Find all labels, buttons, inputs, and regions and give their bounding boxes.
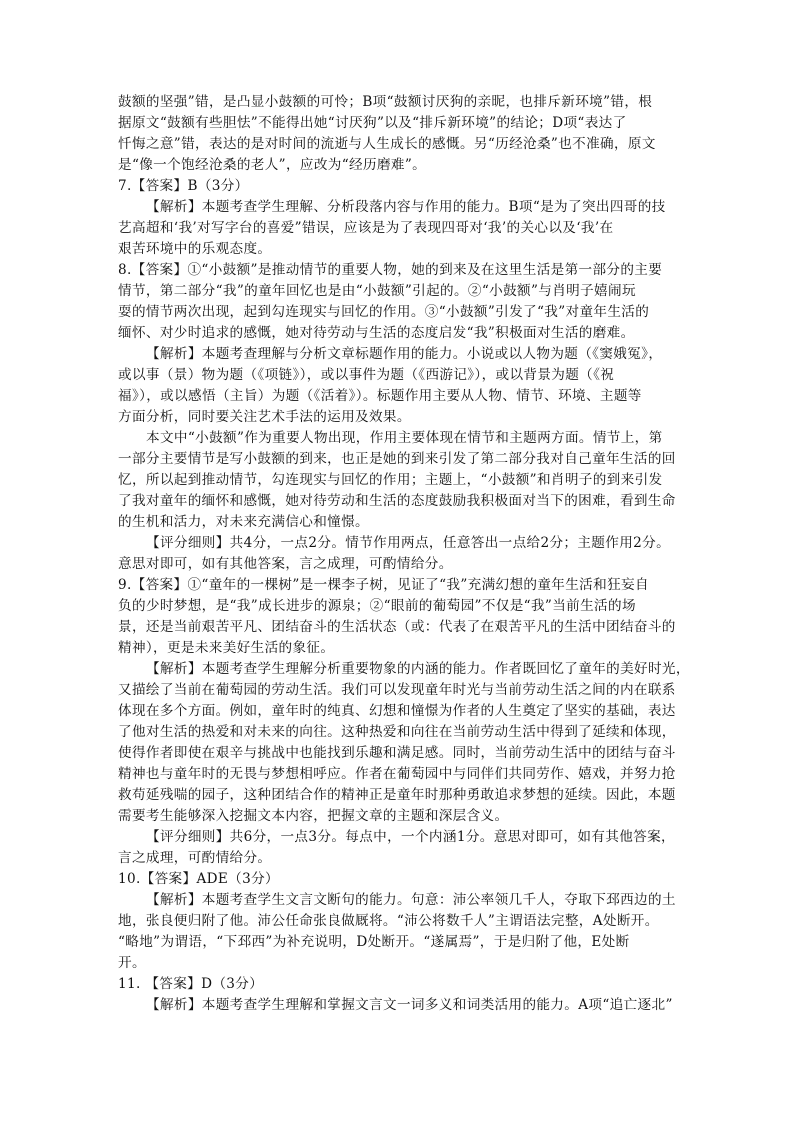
text-line: 情节，第二部分“我”的童年回忆也是由“小鼓额”引起的。②“小鼓额”与肖明子嬉闹玩 [118,283,636,299]
text-line: 鼓额的坚强”错，是凸显小鼓额的可怜；B项“鼓额讨厌狗的亲昵，也排斥新环境”错，根 [118,94,653,110]
answer-paragraph [118,575,678,659]
text-line: 据原文“鼓额有些胆怯”不能得出她“讨厌狗”以及“排斥新环境”的结论；D项“表达了 [118,115,627,131]
text-line: 了他对生活的热爱和对未来的向往。这种热爱和向往在当前劳动生活中得到了延续和体现， [118,724,676,740]
text-line: 【解析】本题考查理解与分析文章标题作用的能力。小说或以人物为题（《窦娥冤》， [146,346,663,362]
text-line: 负的少时梦想，是“我”成长进步的源泉；②“眼前的葡萄园”不仅是“我”当前生活的场 [118,598,636,614]
text-line: “略地”为谓语，“下邳西”为补充说明，D处断开。“遂属焉”，于是归附了他，E处断 [118,934,630,950]
text-line: 需要考生能够深入挖掘文本内容，把握文章的主题和深层含义。 [118,808,509,824]
text-line: 【解析】本题考查学生理解分析重要物象的内涵的能力。作者既回忆了童年的美好时光， [146,661,690,677]
text-line: 8.【答案】①“小鼓额”是推动情节的重要人物，她的到来及在这里生活是第一部分的主要 [118,262,663,278]
text-line: 景，还是当前艰苦平凡、团结奋斗的生活状态（或：代表了在艰苦平凡的生活中团结奋斗的 [118,619,676,635]
text-line: 忆，所以起到推动情节，勾连现实与回忆的作用；主题上，“小鼓额”和肖明子的到来引发 [118,472,663,488]
text-line: 开。 [118,955,146,971]
text-line: 本文中“小鼓额”作为重要人物出现，作用主要体现在情节和主题两方面。情节上，第 [146,430,663,446]
text-line: 了我对童年的缅怀和感慨，她对待劳动和生活的态度鼓励我积极面对当下的困难，看到生命 [118,493,676,509]
text-line: 耍的情节两次出现，起到勾连现实与回忆的作用。③“小鼓额”引发了“我”对童年生活的 [118,304,650,320]
text-line: 【评分细则】共6分，一点3分。每点中，一个内涵1分。意思对即可，如有其他答案， [146,829,675,845]
answer-paragraph [118,974,678,995]
text-line: 又描绘了当前在葡萄园的劳动生活。我们可以发现童年时光与当前劳动生活之间的内在联系 [118,682,676,698]
text-line: 的生机和活力，对未来充满信心和憧憬。 [118,514,369,530]
answer-paragraph [118,428,678,533]
text-line: 9.【答案】①“童年的一棵树”是一棵李子树，见证了“我”充满幻想的童年生活和狂妄自 [118,577,649,593]
answer-paragraph [118,827,678,869]
text-line: 精神），更是未来美好生活的象征。 [118,640,335,656]
text-line: 或以事（景）物为题（《项链》），或以事件为题（《西游记》），或以背景为题（《祝 [118,367,615,383]
text-line: 是“像一个饱经沧桑的老人”，应改为“经历磨难”。 [118,157,427,173]
text-line: 一部分主要情节是写小鼓额的到来，也正是她的到来引发了第二部分我对自己童年生活的回 [118,451,676,467]
text-line: 救苟延残喘的园子，这种团结合作的精神正是童年时那种勇敢追求梦想的延续。因此，本题 [118,787,676,803]
answer-paragraph [118,995,678,1016]
text-line: 忏悔之意”错，表达的是对时间的流逝与人生成长的感慨。另“历经沧桑”也不准确，原文 [118,136,656,152]
answer-paragraph [118,92,678,176]
answer-paragraph [118,260,678,344]
text-line: 缅怀、对少时追求的感慨，她对待劳动与生活的态度启发“我”积极面对生活的磨难。 [118,325,635,341]
answer-paragraph [118,890,678,974]
answer-paragraph [118,176,678,197]
text-line: 7.【答案】B（3分） [118,178,249,194]
text-line: 艰苦环境中的乐观态度。 [118,241,272,257]
answer-paragraph [118,533,678,575]
answer-paragraph [118,344,678,428]
text-line: 地，张良便归附了他。沛公任命张良做厩将。“沛公将数千人”主谓语法完整，A处断开。 [118,913,659,929]
document-page [118,92,690,1016]
text-line: 使得作者即使在艰辛与挑战中也能找到乐趣和满足感。同时，当前劳动生活中的团结与奋斗 [118,745,676,761]
text-line: 言之成理，可酌情给分。 [118,850,272,866]
answer-paragraph [118,197,678,260]
text-line: 福》），或以感悟（主旨）为题（《活着》）。标题作用主要从人物、情节、环境、主题等 [118,388,642,404]
text-line: 体现在多个方面。例如，童年时的纯真、幻想和憧憬为作者的人生奠定了坚实的基础，表达 [118,703,676,719]
text-line: 【解析】本题考查学生理解、分析段落内容与作用的能力。B项“是为了突出四哥的技 [146,199,666,215]
text-line: 【评分细则】共4分，一点2分。情节作用两点，任意答出一点给2分；主题作用2分。 [146,535,671,551]
answer-paragraph [118,659,690,827]
text-line: 精神也与童年时的无畏与梦想相呼应。作者在葡萄园中与同伴们共同劳作、嬉戏，并努力抢 [118,766,676,782]
text-line: 艺高超和‘我’对写字台的喜爱”错误，应该是为了表现四哥对‘我’的关心以及‘我’在 [118,220,614,236]
text-line: 方面分析，同时要关注艺术手法的运用及效果。 [118,409,411,425]
text-line: 10.【答案】ADE（3分） [118,871,279,887]
text-line: 【解析】本题考查学生文言文断句的能力。句意：沛公率领几千人，夺取下邳西边的土 [146,892,676,908]
text-line: 11. 【答案】D（3分） [118,976,264,992]
text-line: 意思对即可，如有其他答案，言之成理，可酌情给分。 [118,556,453,572]
answer-paragraph [118,869,678,890]
text-line: 【解析】本题考查学生理解和掌握文言文一词多义和词类活用的能力。A项“追亡逐北” [146,997,673,1013]
